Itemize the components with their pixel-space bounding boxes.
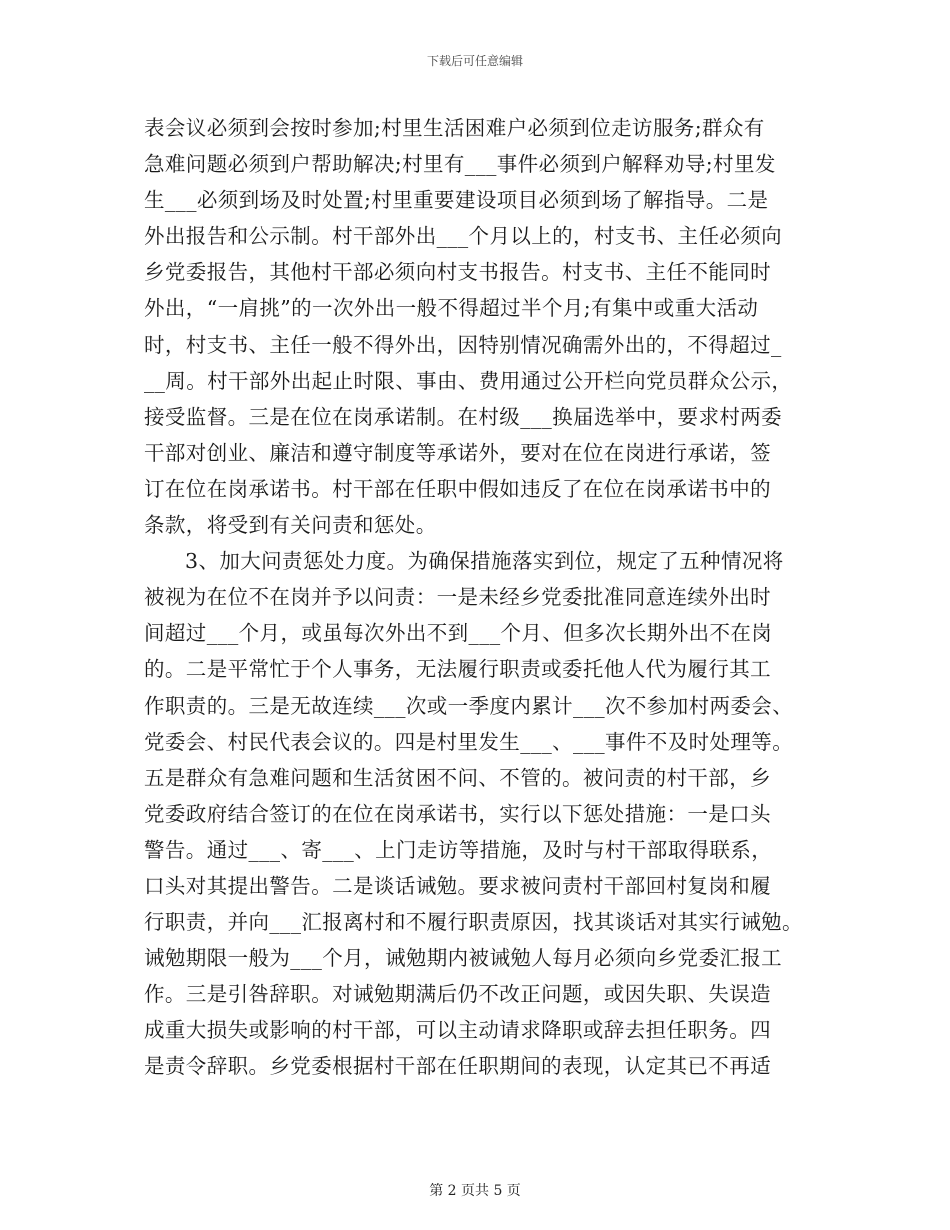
text-line: 作职责的。三是无故连续___次或一季度内累计___次不参加村两委会、: [144, 693, 794, 718]
text-line: 生___必须到场及时处置;村里重要建设项目必须到场了解指导。二是: [144, 188, 769, 213]
text-line: 外出报告和公示制。村干部外出___个月以上的，村支书、主任必须向: [144, 224, 783, 249]
text-line: 的。二是平常忙于个人事务，无法履行职责或委托他人代为履行其工: [144, 657, 771, 682]
text-line: 五是群众有急难问题和生活贫困不问、不管的。被问责的村干部，乡: [144, 765, 771, 790]
text-line: 接受监督。三是在位在岗承诺制。在村级___换届选举中，要求村两委: [144, 404, 783, 429]
text-line: 条款，将受到有关问责和惩处。: [144, 513, 437, 538]
text-line: 党委会、村民代表会议的。四是村里发生___、___事件不及时处理等。: [144, 729, 794, 754]
text-line: 口头对其提出警告。二是谈话诫勉。要求被问责村干部回村复岗和履: [144, 873, 771, 898]
text-line: 作。三是引咎辞职。对诫勉期满后仍不改正问题，或因失职、失误造: [144, 982, 771, 1007]
text-line: 成重大损失或影响的村干部，可以主动请求降职或辞去担任职务。四: [144, 1018, 771, 1043]
text-line: 诫勉期限一般为___个月，诫勉期内被诫勉人每月必须向乡党委汇报工: [144, 946, 783, 971]
text-line: 行职责，并向___汇报离村和不履行职责原因，找其谈话对其实行诫勉。: [144, 910, 803, 935]
text-line: 干部对创业、廉洁和遵守制度等承诺外，要对在位在岗进行承诺，签: [144, 440, 771, 465]
text-line: 是责令辞职。乡党委根据村干部在任职期间的表现，认定其已不再适: [144, 1054, 771, 1079]
text-line: 外出，“一肩挑”的一次外出一般不得超过半个月;有集中或重大活动: [144, 296, 759, 321]
text-line: 订在位在岗承诺书。村干部在任职中假如违反了在位在岗承诺书中的: [144, 476, 771, 501]
text-line: 时，村支书、主任一般不得外出，因特别情况确需外出的，不得超过_: [144, 332, 782, 357]
text-line: __周。村干部外出起止时限、事由、费用通过公开栏向党员群众公示，: [144, 368, 793, 393]
text-line: 党委政府结合签订的在位在岗承诺书，实行以下惩处措施：一是口头: [144, 801, 771, 826]
text-line: 急难问题必须到户帮助解决;村里有___事件必须到户解释劝导;村里发: [144, 152, 776, 177]
text-line: 间超过___个月，或虽每次外出不到___个月、但多次长期外出不在岗: [144, 621, 773, 646]
body-text: [144, 110, 808, 1085]
page-number-footer: 第 2 页共 5 页: [429, 1183, 521, 1199]
text-line: 表会议必须到会按时参加;村里生活困难户必须到位走访服务;群众有: [144, 116, 765, 140]
text-line: 乡党委报告，其他村干部必须向村支书报告。村支书、主任不能同时: [144, 260, 771, 285]
text-line: 被视为在位不在岗并予以问责：一是未经乡党委批准同意连续外出时: [144, 585, 771, 610]
paragraph-start-line: 3、加大问责惩处力度。为确保措施落实到位，规定了五种情况将: [185, 549, 784, 574]
page-header: 下载后可任意编辑: [426, 54, 523, 68]
text-line: 警告。通过___、寄___、上门走访等措施，及时与村干部取得联系，: [144, 837, 773, 862]
